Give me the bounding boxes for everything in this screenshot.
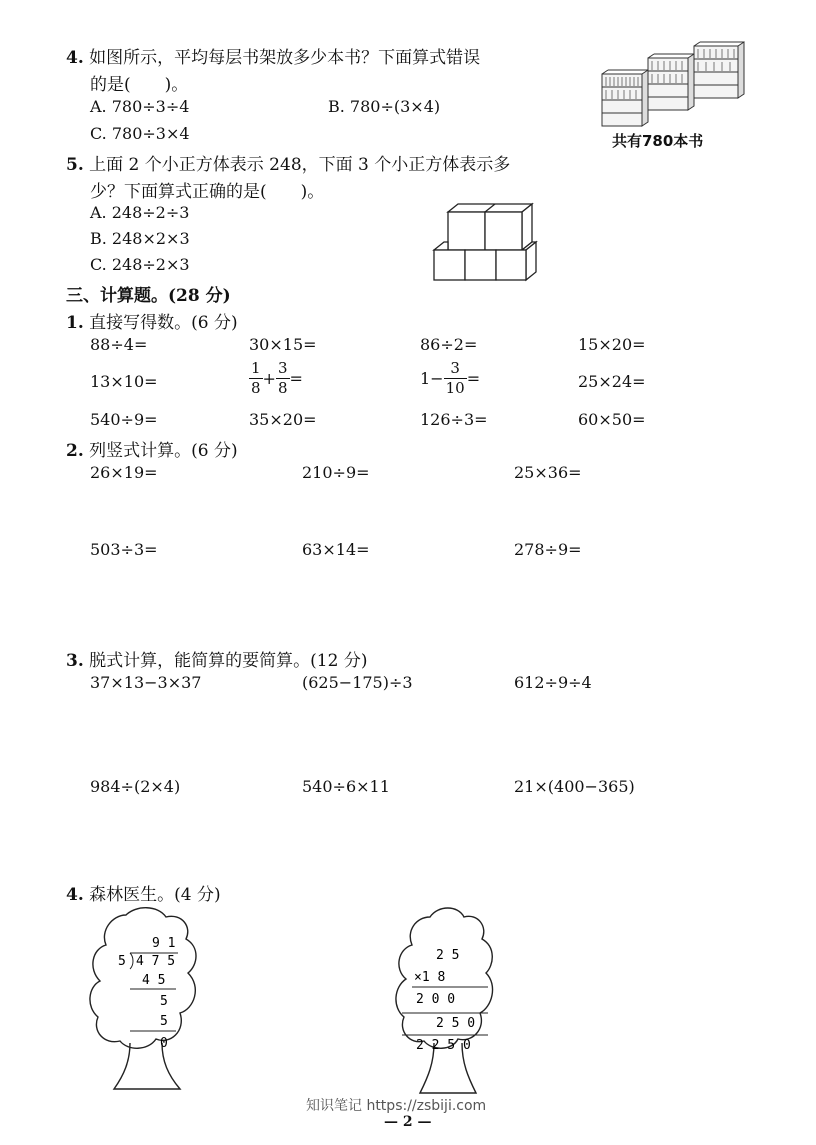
s2-item: 26×19= <box>90 463 158 482</box>
fraction <box>444 361 467 396</box>
q5-option-a[interactable]: A. 248÷2÷3 <box>90 203 190 222</box>
equals: = <box>466 369 481 388</box>
s3-item: 612÷9÷4 <box>514 673 592 692</box>
tree1-step: 5 <box>160 1014 168 1029</box>
s1-item: 15×20= <box>578 335 646 354</box>
tree1-quotient: 9 1 <box>152 936 176 951</box>
tree2-multiplicand: 2 5 <box>436 948 460 963</box>
numerator: 3 <box>277 359 288 377</box>
q4-option-a[interactable]: A. 780÷3÷4 <box>90 97 190 116</box>
tree1-remainder: 0 <box>160 1036 168 1051</box>
s1-item: 88÷4= <box>90 335 148 354</box>
s3-number: 3. <box>66 651 84 671</box>
s1-header <box>66 308 238 333</box>
s1-item: 86÷2= <box>420 335 478 354</box>
s3-item: 540÷6×11 <box>302 777 390 796</box>
denominator: 8 <box>251 379 261 397</box>
q4-line2: 的是( )。 <box>90 75 189 95</box>
bookshelf-caption: 共有780本书 <box>612 132 704 150</box>
s1-fraction-diff <box>420 361 480 396</box>
s3-item: 21×(400−365) <box>514 777 635 796</box>
s2-header <box>66 436 238 461</box>
denominator: 8 <box>277 379 288 397</box>
tree-1 <box>86 905 206 1105</box>
tree2-result: 2 2 5 0 <box>416 1038 471 1053</box>
s2-title: 列竖式计算。(6 分) <box>89 441 238 461</box>
fraction <box>249 361 263 396</box>
s2-item: 503÷3= <box>90 540 158 559</box>
tree-icon <box>90 908 196 1089</box>
cube-stack-icon <box>434 204 536 280</box>
tree1-step: 4 5 <box>142 973 166 988</box>
s3-item: (625−175)÷3 <box>302 673 413 692</box>
q5-stem: 上面 2 个小正方体表示 248，下面 3 个小正方体表示多 <box>89 155 511 175</box>
s3-item: 984÷(2×4) <box>90 777 181 796</box>
q4-line1 <box>66 43 480 68</box>
s1-item: 25×24= <box>578 372 646 391</box>
tree1-divisor: 5 <box>118 954 126 969</box>
s2-item: 25×36= <box>514 463 582 482</box>
q4-option-c[interactable]: C. 780÷3×4 <box>90 124 190 143</box>
operator: + <box>262 369 276 388</box>
s1-item: 30×15= <box>249 335 317 354</box>
s1-fraction-sum <box>249 361 303 396</box>
s1-item: 126÷3= <box>420 410 488 429</box>
s1-title: 直接写得数。(6 分) <box>89 313 238 333</box>
bookshelf-icon <box>602 42 744 126</box>
tree1-dividend: 4 7 5 <box>136 954 176 969</box>
cubes-figure <box>430 200 540 285</box>
q4-stem: 如图所示，平均每层书架放多少本书？下面算式错误 <box>89 48 481 68</box>
q5-option-c[interactable]: C. 248÷2×3 <box>90 255 190 274</box>
s1-item: 35×20= <box>249 410 317 429</box>
tree2-partial-2: 2 5 0 <box>436 1016 476 1031</box>
q5-number: 5. <box>66 155 84 175</box>
page-number: — 2 — <box>384 1114 432 1130</box>
s1-item: 540÷9= <box>90 410 158 429</box>
s1-number: 1. <box>66 313 84 333</box>
s1-item: 60×50= <box>578 410 646 429</box>
q5-line2: 少？下面算式正确的是( )。 <box>90 182 325 202</box>
s4-number: 4. <box>66 885 84 905</box>
whole-part: 1− <box>420 369 444 388</box>
s4-header <box>66 880 221 905</box>
tree2-multiplier: ×1 8 <box>414 970 446 985</box>
equals: = <box>289 369 303 388</box>
fraction <box>276 361 290 396</box>
numerator: 1 <box>251 359 261 377</box>
s2-item: 210÷9= <box>302 463 370 482</box>
tree-2 <box>392 905 502 1105</box>
s2-item: 278÷9= <box>514 540 582 559</box>
numerator: 3 <box>444 361 467 379</box>
tree2-partial-1: 2 0 0 <box>416 992 456 1007</box>
denominator: 10 <box>445 379 465 397</box>
q4-number: 4. <box>66 48 84 68</box>
q5-option-b[interactable]: B. 248×2×3 <box>90 229 190 248</box>
tree1-step: 5 <box>160 994 168 1009</box>
s3-title: 脱式计算，能简算的要简算。(12 分) <box>89 651 368 671</box>
s3-item: 37×13−3×37 <box>90 673 202 692</box>
watermark: 知识笔记 https://zsbiji.com <box>306 1098 487 1114</box>
s1-item: 13×10= <box>90 372 158 391</box>
s2-number: 2. <box>66 441 84 461</box>
q5-line1 <box>66 150 510 175</box>
q4-option-b[interactable]: B. 780÷(3×4) <box>328 97 441 116</box>
section-3-title: 三、计算题。(28 分) <box>66 286 231 306</box>
s2-item: 63×14= <box>302 540 370 559</box>
s4-title: 森林医生。(4 分) <box>89 885 221 905</box>
s3-header <box>66 646 367 671</box>
